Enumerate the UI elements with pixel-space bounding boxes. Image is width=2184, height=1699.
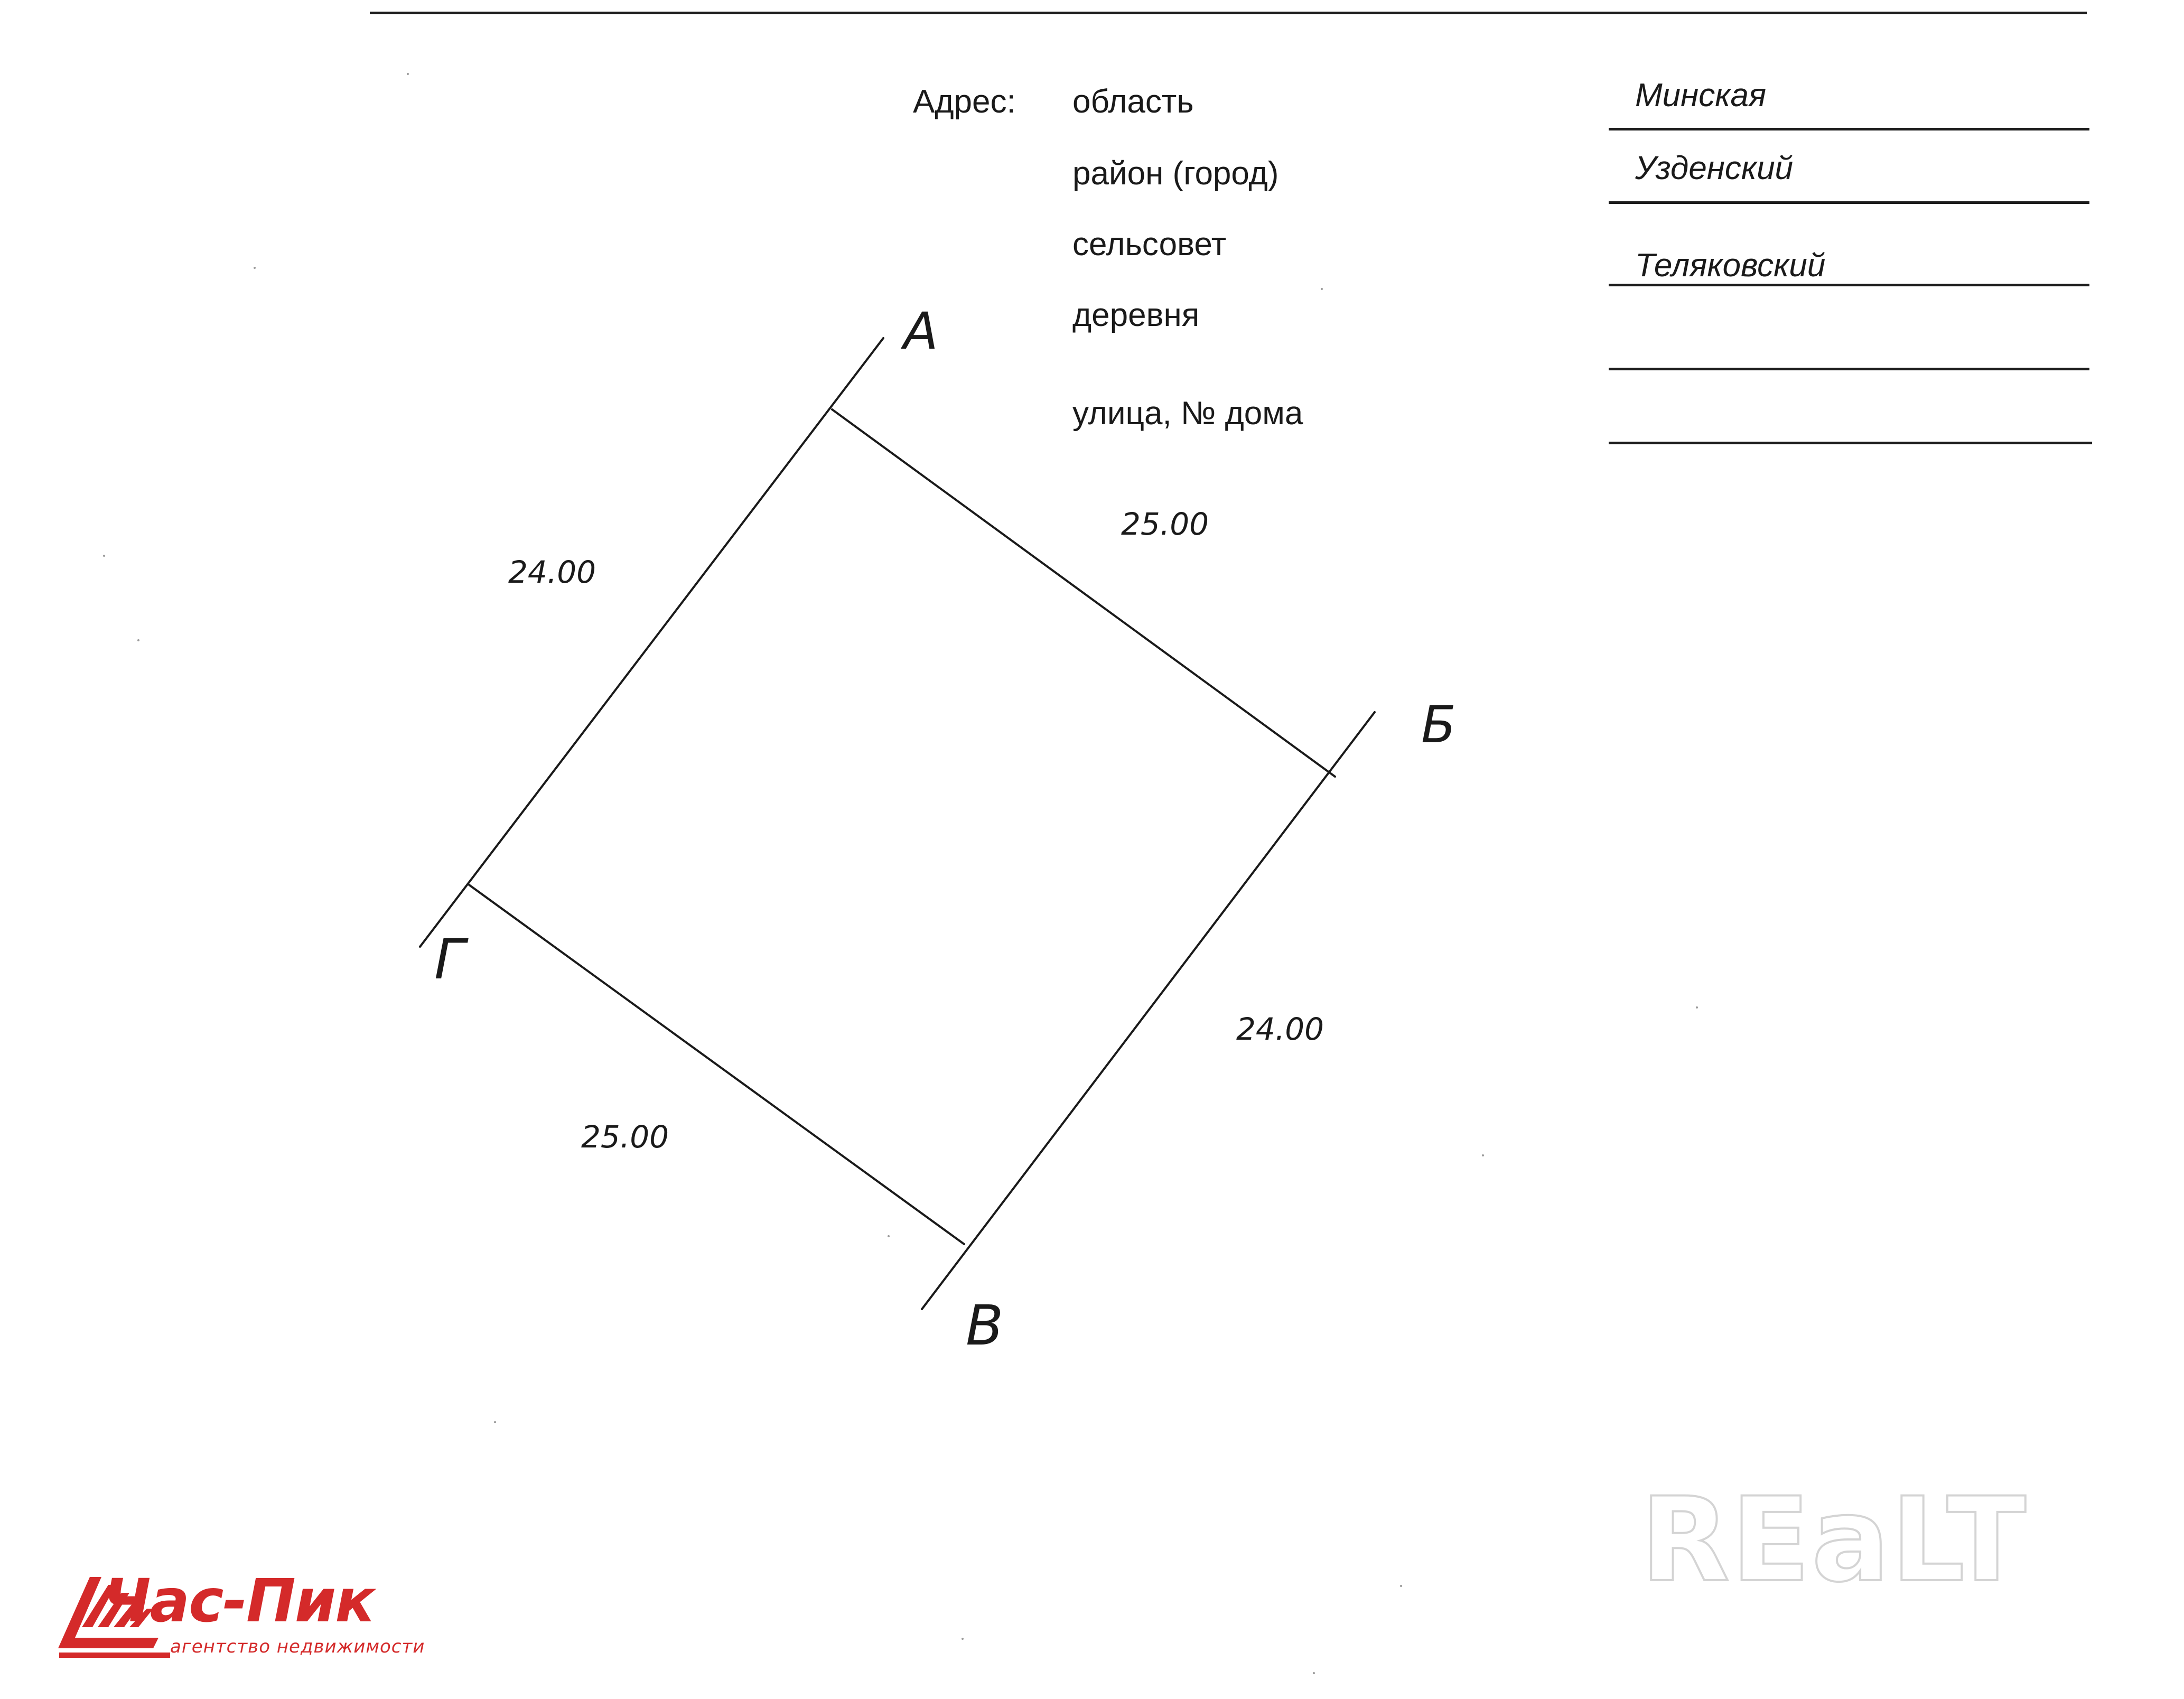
scan-speck	[1321, 288, 1323, 290]
scan-speck	[1400, 1585, 1402, 1587]
agency-tagline: агентство недвижимости	[170, 1636, 425, 1657]
scan-speck	[1482, 1154, 1484, 1156]
length-a-b: 25.00	[1121, 506, 1209, 542]
scan-speck	[137, 639, 139, 641]
region-value: Минская	[1635, 77, 1767, 114]
street-label: улица, № дома	[1072, 395, 1303, 432]
length-v-g: 25.00	[581, 1119, 669, 1155]
scan-speck	[103, 555, 105, 557]
scan-speck	[888, 1235, 890, 1237]
scan-speck	[1696, 1006, 1698, 1009]
selsovet-value: Теляковский	[1635, 247, 1826, 284]
agency-name: Час-Пик	[103, 1567, 375, 1636]
scan-speck	[962, 1638, 964, 1640]
corner-g: Г	[434, 927, 465, 992]
scan-speck	[407, 73, 409, 75]
selsovet-label: сельсовет	[1072, 226, 1227, 263]
district-label: район (город)	[1072, 155, 1279, 192]
address-label: Адрес:	[913, 83, 1016, 120]
corner-v: В	[966, 1293, 1004, 1358]
corner-b: Б	[1421, 695, 1456, 754]
region-label: область	[1072, 83, 1194, 120]
side-g-v	[469, 885, 964, 1244]
district-value: Узденский	[1635, 150, 1794, 186]
corner-a: А	[903, 302, 938, 361]
scan-speck	[254, 267, 256, 269]
side-b-v	[922, 712, 1375, 1309]
village-label: деревня	[1072, 297, 1200, 333]
length-b-v: 24.00	[1236, 1011, 1324, 1047]
length-g-a: 24.00	[508, 554, 596, 590]
side-a-b	[832, 409, 1335, 777]
scan-speck	[494, 1421, 496, 1423]
realt-watermark: REaLT	[1640, 1472, 2027, 1608]
side-a-g	[420, 338, 883, 947]
scan-speck	[1313, 1672, 1315, 1674]
